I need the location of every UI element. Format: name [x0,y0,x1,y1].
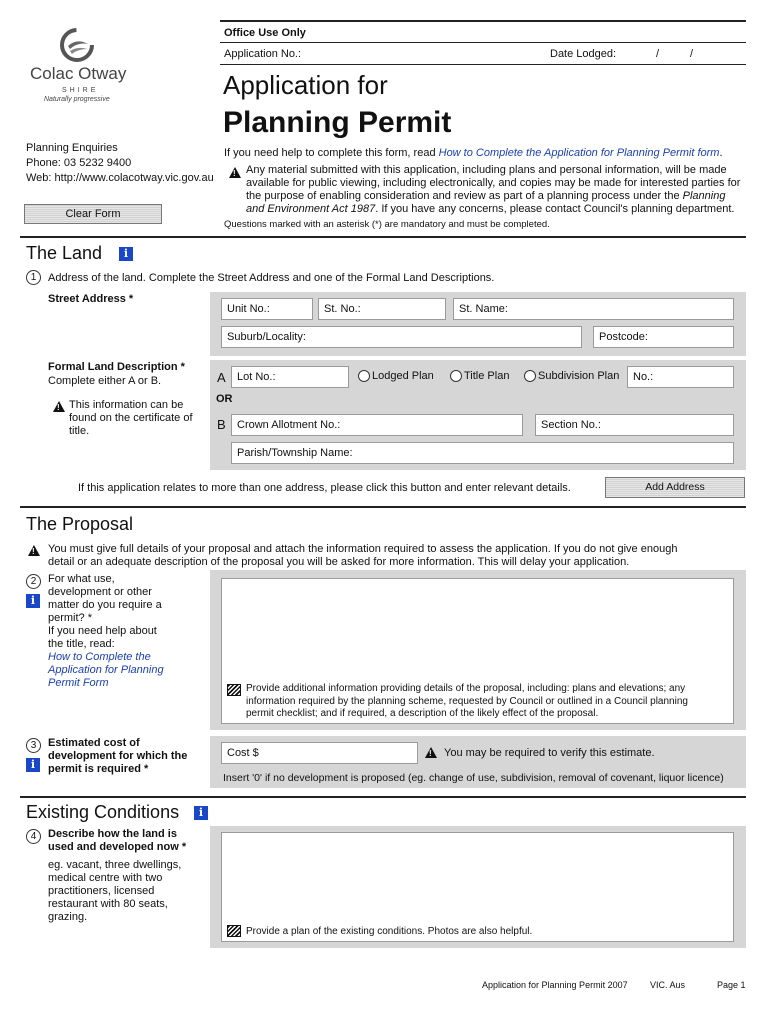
logo-mark-icon [60,28,94,62]
formal-land-sub: Complete either A or B. [48,375,162,387]
public-viewing-warning [246,164,746,216]
proposal-info: Provide additional information providing details of the proposal, including: plans and elevations; any information required by the planning scheme, requested by Council or outlined in a Council planning permit checklist; and if required, a description of the likely effect of the proposal. [246,683,688,719]
help-text [224,147,744,160]
street-address-label: Street Address * [48,293,134,305]
info-icon[interactable]: i [194,806,208,820]
title-plan-label: Title Plan [464,370,510,382]
warning-icon [53,401,65,412]
title-line-1: Application for [223,70,388,100]
crown-allotment-input[interactable]: Crown Allotment No.: [231,414,523,436]
act-name: Planning and Environment Act 1987 [246,190,726,215]
suburb-input[interactable]: Suburb/Locality: [221,326,582,348]
verify-note: You may be required to verify this estimate. [444,747,655,759]
street-no-input[interactable]: St. No.: [318,298,446,320]
unit-no-input[interactable]: Unit No.: [221,298,313,320]
existing-example: eg. vacant, three dwellings, medical centre with two practitioners, licensed restaurant with 80 seats, grazing. [48,859,182,923]
page-number: Page 1 [717,980,746,990]
enquiries-label: Planning Enquiries [26,142,118,154]
parish-input[interactable]: Parish/Township Name: [231,442,734,464]
note-icon [227,925,241,937]
warning-icon [28,545,40,556]
help-intro: If you need help about the title, read: [48,625,157,650]
cost-input[interactable]: Cost $ [221,742,418,764]
lot-no-input[interactable]: Lot No.: [231,366,349,388]
application-no-label: Application No.: [224,48,302,60]
question-number: 4 [26,829,41,844]
footer-region: VIC. Aus [650,980,686,990]
info-icon[interactable]: i [26,758,40,772]
logo-shire: SHIRE [62,87,99,94]
existing-plan-note: Provide a plan of the existing conditions. Photos are also helpful. [246,926,533,937]
warning-text-end: . If you have any concerns, please contact Council's planning department. [375,203,735,215]
help-link[interactable]: How to Complete the Application for Planning Permit form [438,147,720,159]
warning-icon [425,747,437,758]
section-no-input[interactable]: Section No.: [535,414,734,436]
street-name-input[interactable]: St. Name: [453,298,734,320]
warning-text: Any material submitted with this application, including plans and personal information, will be made available for public viewing, including electronically, and copies may be made for interested parties for the purpose of enabling consideration and review as part of a planning process under the [246,164,741,202]
website: Web: http://www.colacotway.vic.gov.au [26,172,214,184]
section-title-land: The Land [26,243,103,263]
question-1: Address of the land. Complete the Street Address and one of the Formal Land Descriptions. [48,272,495,284]
formal-land-label: Formal Land Description * [48,361,185,373]
clear-form-button[interactable]: Clear Form [24,204,162,224]
add-address-button[interactable]: Add Address [605,477,745,498]
question-3: Estimated cost of development for which the permit is required * [48,737,188,775]
phone: Phone: 03 5232 9400 [26,157,132,169]
date-lodged-label: Date Lodged: [550,48,617,60]
option-b: B [217,417,226,432]
date-slash: / [656,48,660,60]
section-title-existing: Existing Conditions [26,802,180,822]
logo-tagline: Naturally progressive [44,96,110,103]
info-icon[interactable]: i [26,594,40,608]
certificate-note: This information can be found on the certificate of title. [69,399,193,437]
info-icon[interactable]: i [119,247,133,261]
help-suffix: . [719,147,723,159]
subdivision-plan-label: Subdivision Plan [538,370,620,382]
logo-name: Colac Otway [30,64,127,83]
footer-form-name: Application for Planning Permit 2007 [482,980,628,990]
lodged-plan-label: Lodged Plan [372,370,434,382]
postcode-input[interactable]: Postcode: [593,326,734,348]
proposal-warning: You must give full details of your proposal and attach the information required to assess the application. If you do not give enough detail or an adequate description of the proposal you will be asked for more information. This will delay your application. [48,543,678,568]
mandatory-note: Questions marked with an asterisk (*) are mandatory and must be completed. [224,219,550,230]
multi-address-note: If this application relates to more than one address, please click this button and enter relevant details. [78,482,571,494]
title-plan-radio[interactable] [450,370,462,382]
option-a: A [217,370,226,385]
lodged-plan-radio[interactable] [358,370,370,382]
insert-zero-note: Insert '0' if no development is proposed (eg. change of use, subdivision, removal of covenant, liquor licence) [223,772,724,784]
question-number: 3 [26,738,41,753]
subdivision-plan-radio[interactable] [524,370,536,382]
help-link[interactable]: How to Complete the Application for Planning Permit Form [48,651,164,689]
warning-icon [229,167,241,178]
office-use-title: Office Use Only [224,27,306,39]
note-icon [227,684,241,696]
or-label: OR [216,393,233,405]
date-slash: / [690,48,694,60]
page-title: Planning Permit [223,106,452,139]
question-number: 1 [26,270,41,285]
question-number: 2 [26,574,41,589]
council-logo [22,28,132,108]
section-title-proposal: The Proposal [26,514,134,534]
help-prefix: If you need help to complete this form, read [224,147,439,159]
question-2: For what use, development or other matter do you require a permit? * [48,573,162,624]
plan-no-input[interactable]: No.: [627,366,734,388]
question-4: Describe how the land is used and developed now * [48,828,187,853]
